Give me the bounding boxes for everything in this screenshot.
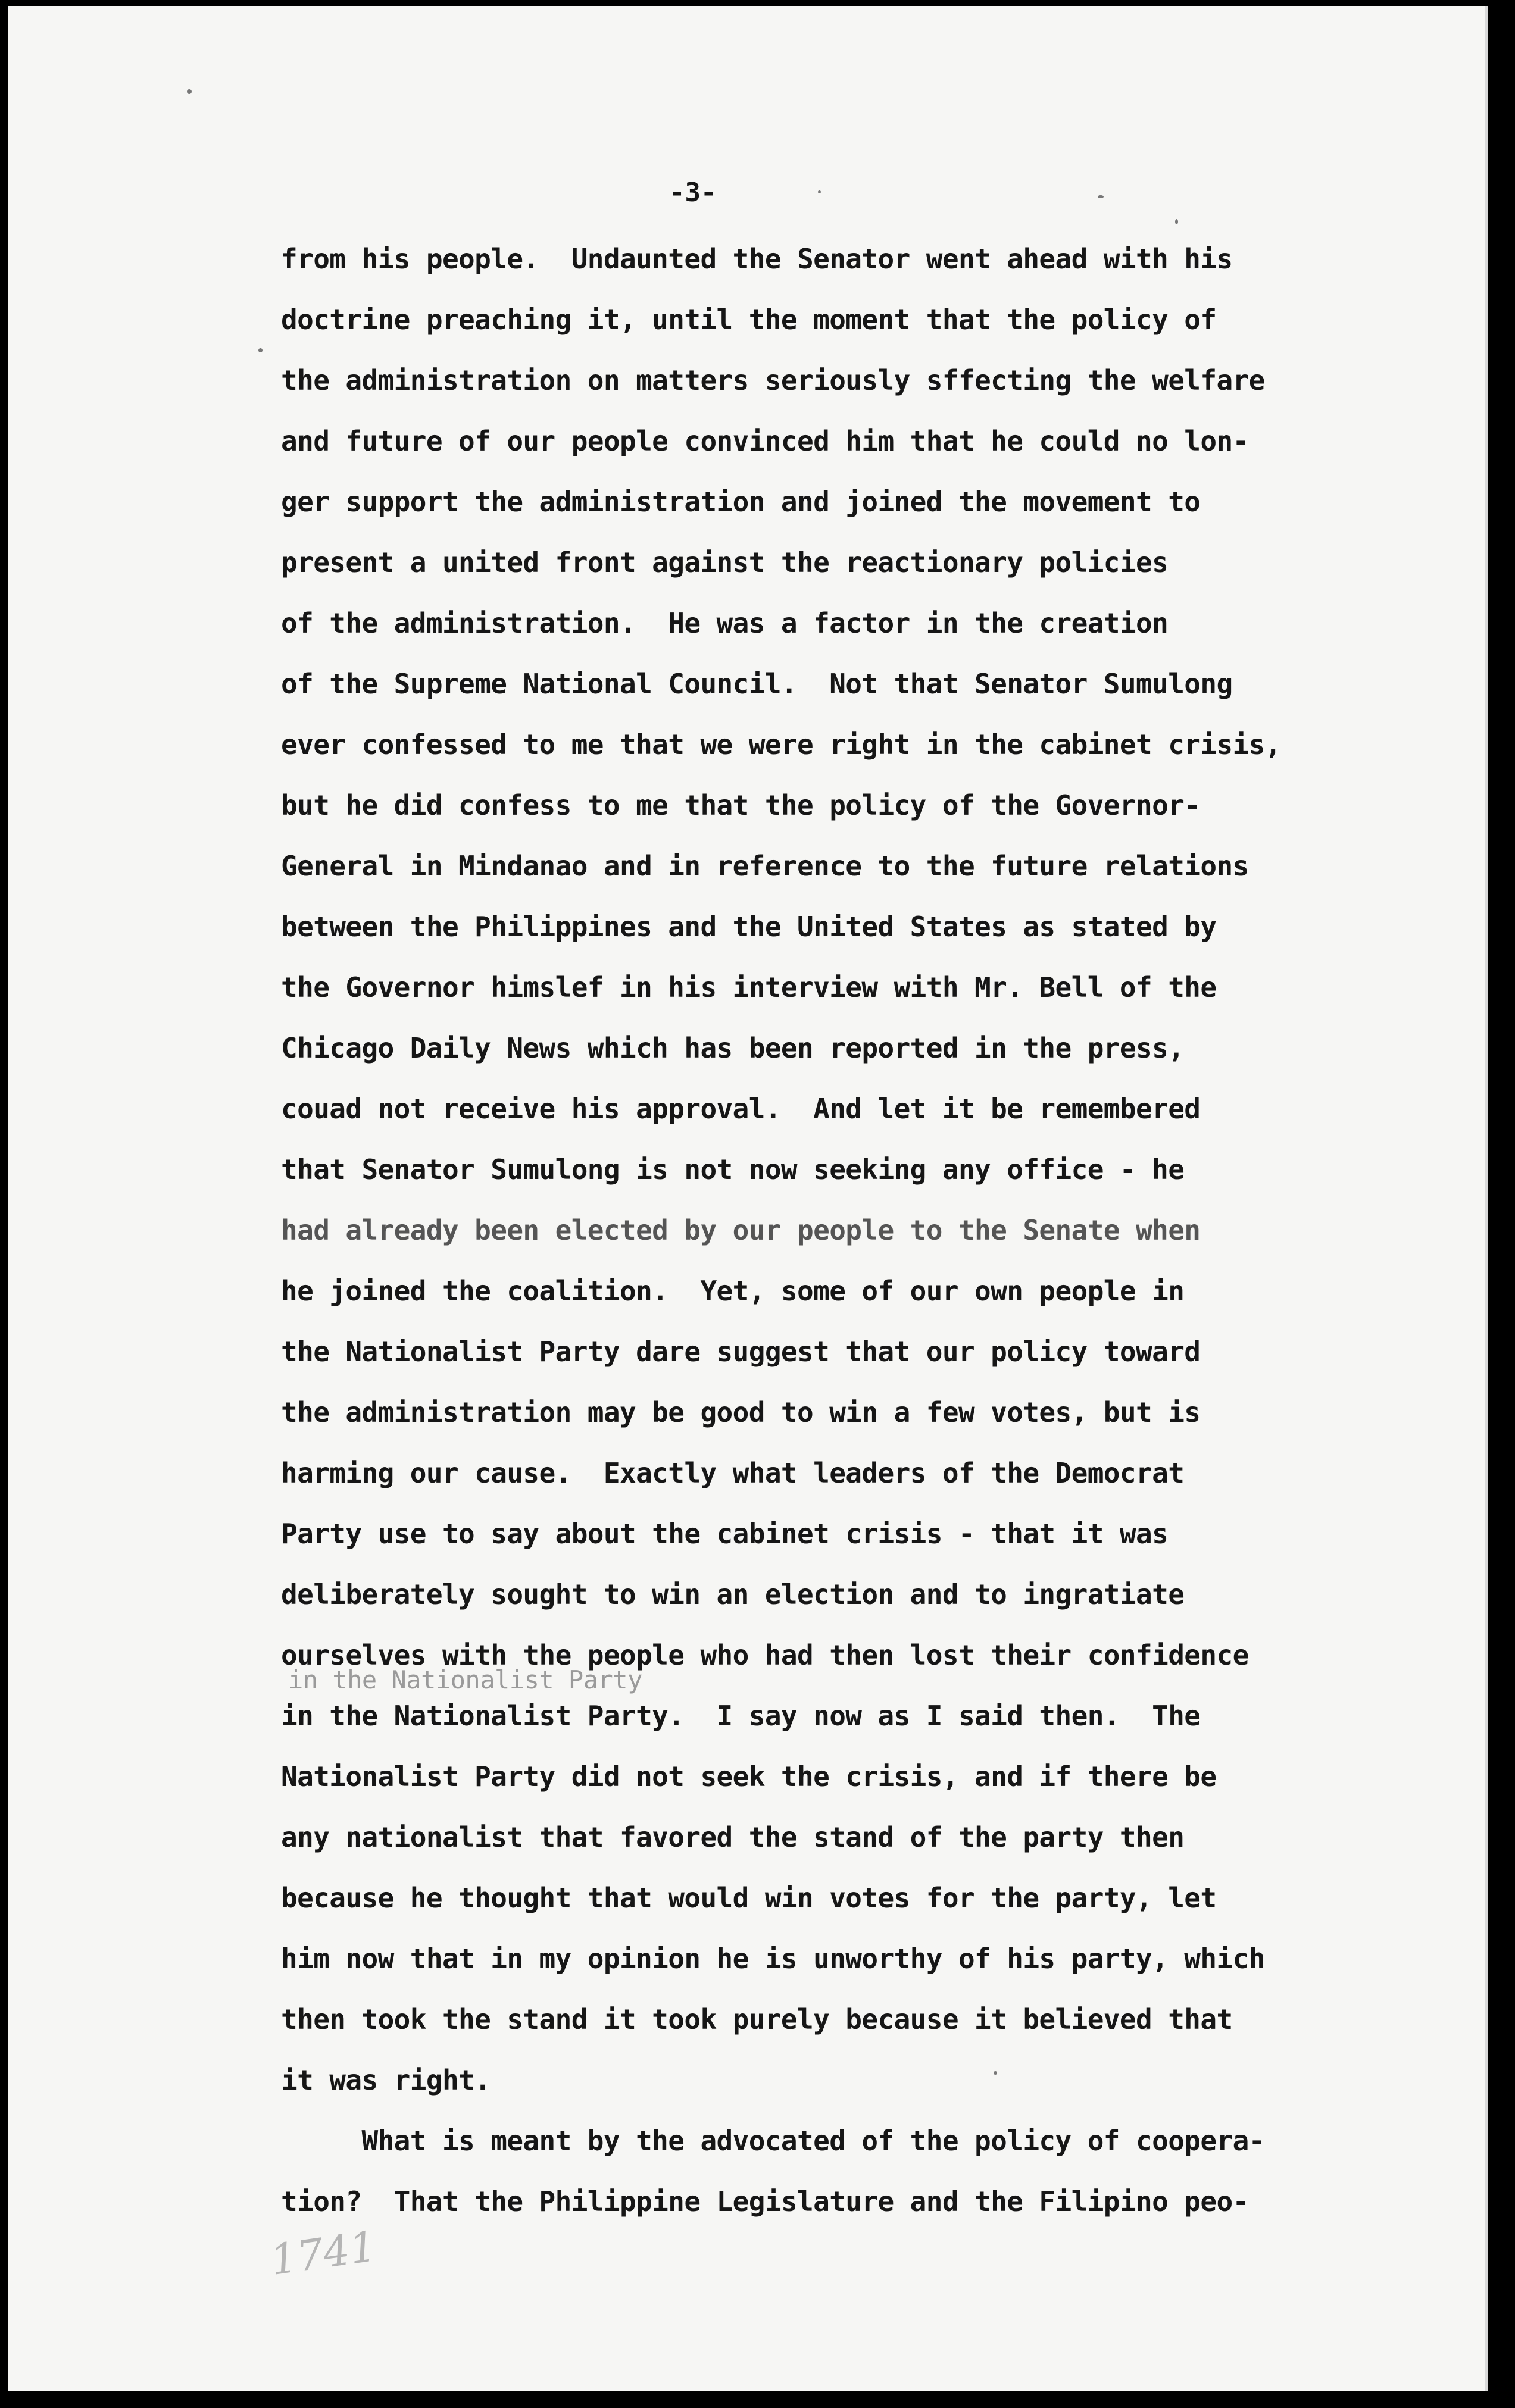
paper-speck	[1098, 195, 1104, 198]
typewritten-page	[8, 6, 1488, 2391]
body-line-4: and future of our people convinced him that he could no lon-	[281, 425, 1249, 457]
body-line-3: the administration on matters seriously sffecting the welfare	[281, 364, 1265, 396]
body-line-10: but he did confess to me that the policy of the Governor-	[281, 789, 1201, 821]
body-line-24: ourselves with the people who had then lost their confidence	[281, 1639, 1249, 1671]
paper-speck	[818, 190, 821, 193]
body-line-29: him now that in my opinion he is unworthy of his party, which	[281, 1943, 1265, 1975]
body-line-27: any nationalist that favored the stand of the party then	[281, 1821, 1185, 1853]
page-number: -3-	[669, 177, 717, 208]
body-line-8: of the Supreme National Council. Not that Senator Sumulong	[281, 668, 1233, 700]
body-line-33: tion? That the Philippine Legislature and the Filipino peo-	[281, 2185, 1249, 2218]
body-line-2: doctrine preaching it, until the moment that the policy of	[281, 304, 1217, 336]
body-line-18: he joined the coalition. Yet, some of our own people in	[281, 1275, 1185, 1307]
paper-speck	[1175, 219, 1178, 224]
body-line-17: had already been elected by our people to the Senate when	[281, 1214, 1201, 1246]
body-line-1: from his people. Undaunted the Senator went ahead with his	[281, 243, 1233, 275]
body-line-19: the Nationalist Party dare suggest that our policy toward	[281, 1336, 1201, 1368]
body-line-26: Nationalist Party did not seek the crisis, and if there be	[281, 1760, 1217, 1793]
paper-speck	[258, 348, 263, 352]
body-line-22: Party use to say about the cabinet crisis - that it was	[281, 1518, 1169, 1550]
paper-speck	[187, 89, 192, 94]
body-line-31: it was right.	[281, 2064, 491, 2096]
body-line-13: the Governor himslef in his interview with Mr. Bell of the	[281, 971, 1217, 1003]
body-line-11: General in Mindanao and in reference to the future relations	[281, 850, 1249, 882]
ghost-overstrike-text: in the Nationalist Party	[288, 1665, 642, 1694]
body-line-32: What is meant by the advocated of the policy of coopera-	[281, 2125, 1265, 2157]
body-line-14: Chicago Daily News which has been reported in the press,	[281, 1032, 1185, 1064]
body-line-21: harming our cause. Exactly what leaders of the Democrat	[281, 1457, 1185, 1489]
body-line-15: couad not receive his approval. And let it be remembered	[281, 1093, 1201, 1125]
body-line-23: deliberately sought to win an election and to ingratiate	[281, 1578, 1185, 1610]
body-line-25: in the Nationalist Party. I say now as I said then. The	[281, 1700, 1201, 1732]
body-line-5: ger support the administration and joined the movement to	[281, 486, 1201, 518]
body-line-30: then took the stand it took purely because it believed that	[281, 2003, 1233, 2035]
body-line-7: of the administration. He was a factor in the creation	[281, 607, 1169, 639]
body-line-28: because he thought that would win votes for the party, let	[281, 1882, 1217, 1914]
pencil-annotation: 1741	[267, 2222, 379, 2285]
body-line-16: that Senator Sumulong is not now seeking any office - he	[281, 1153, 1185, 1186]
body-line-9: ever confessed to me that we were right in the cabinet crisis,	[281, 728, 1281, 761]
body-line-12: between the Philippines and the United States as stated by	[281, 911, 1217, 943]
body-line-6: present a united front against the reactionary policies	[281, 546, 1169, 578]
body-line-20: the administration may be good to win a few votes, but is	[281, 1396, 1201, 1428]
paper-speck	[994, 2071, 997, 2075]
